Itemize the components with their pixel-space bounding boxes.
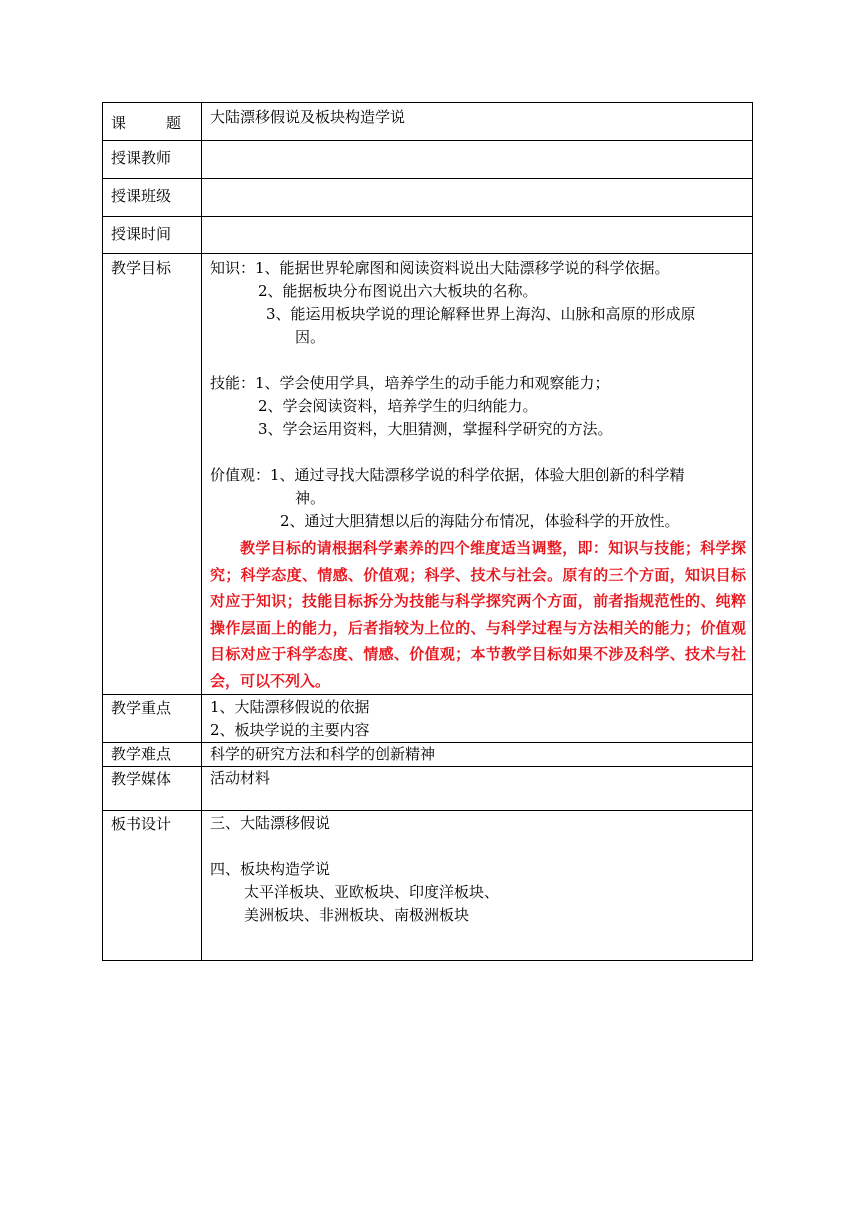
row-time (103, 217, 753, 254)
board-line-1: 三、大陆漂移假说 (210, 814, 331, 832)
row-key-points (103, 695, 753, 743)
knowledge-line-3: 3、能运用板块学说的理论解释世界上海沟、山脉和高原的形成原 (266, 305, 696, 323)
key-point-2: 2、板块学说的主要内容 (210, 721, 370, 739)
topic-value: 大陆漂移假说及板块构造学说 (202, 103, 753, 141)
class-value (202, 179, 753, 217)
board-label: 板书设计 (103, 811, 202, 961)
row-difficulties (103, 743, 753, 767)
board-line-3: 太平洋板块、亚欧板块、印度洋板块、 (244, 883, 500, 901)
lesson-plan-table (102, 102, 753, 961)
row-board (103, 811, 753, 961)
board-line-4: 美洲板块、非洲板块、南极洲板块 (244, 906, 470, 924)
values-line-2: 神。 (295, 489, 326, 507)
topic-label (103, 103, 202, 141)
spacer (210, 349, 744, 372)
knowledge-line-2: 2、能据板块分布图说出六大板块的名称。 (258, 282, 538, 300)
objectives-content (202, 254, 753, 695)
objectives-guidance-note: 教学目标的请根据科学素养的四个维度适当调整，即：知识与技能；科学探究；科学态度、情感、价值观；科学、技术与社会。原有的三个方面，知识目标对应于知识；技能目标拆分为技能与科学探究两个方面，前者指规范性的、纯粹操作层面上的能力，后者指较为上位的、与科学过程与方法相关的能力；价值观目标对应于科学态度、情感、价值观；本节教学目标如果不涉及科学、技术与社会，可以不列入。 (210, 539, 746, 690)
board-content (202, 811, 753, 961)
knowledge-line-4: 因。 (295, 328, 326, 346)
row-media (103, 767, 753, 811)
difficulties-label: 教学难点 (103, 743, 202, 767)
spacer (210, 835, 744, 858)
topic-label-char-1: 课 (111, 114, 127, 132)
key-points-label: 教学重点 (103, 695, 202, 743)
row-class (103, 179, 753, 217)
skills-line-1: 技能：1、学会使用学具，培养学生的动手能力和观察能力； (210, 374, 610, 392)
media-value: 活动材料 (202, 767, 753, 811)
teacher-value (202, 141, 753, 179)
row-teacher (103, 141, 753, 179)
skills-line-3: 3、学会运用资料，大胆猜测，掌握科学研究的方法。 (258, 420, 613, 438)
spacer (210, 441, 744, 464)
row-objectives (103, 254, 753, 695)
difficulties-value: 科学的研究方法和科学的创新精神 (202, 743, 753, 767)
topic-label-char-2: 题 (166, 114, 182, 132)
key-points-content (202, 695, 753, 743)
objectives-label: 教学目标 (103, 254, 202, 695)
row-topic (103, 103, 753, 141)
values-line-1: 价值观：1、通过寻找大陆漂移学说的科学依据，体验大胆创新的科学精 (210, 466, 685, 484)
knowledge-line-1: 知识：1、能据世界轮廓图和阅读资料说出大陆漂移学说的科学依据。 (210, 259, 670, 277)
board-line-2: 四、板块构造学说 (210, 860, 331, 878)
class-label: 授课班级 (103, 179, 202, 217)
time-value (202, 217, 753, 254)
key-point-1: 1、大陆漂移假说的依据 (210, 698, 370, 716)
teacher-label: 授课教师 (103, 141, 202, 179)
media-label: 教学媒体 (103, 767, 202, 811)
values-line-3: 2、通过大胆猜想以后的海陆分布情况，体验科学的开放性。 (280, 512, 680, 530)
skills-line-2: 2、学会阅读资料，培养学生的归纳能力。 (258, 397, 538, 415)
time-label: 授课时间 (103, 217, 202, 254)
